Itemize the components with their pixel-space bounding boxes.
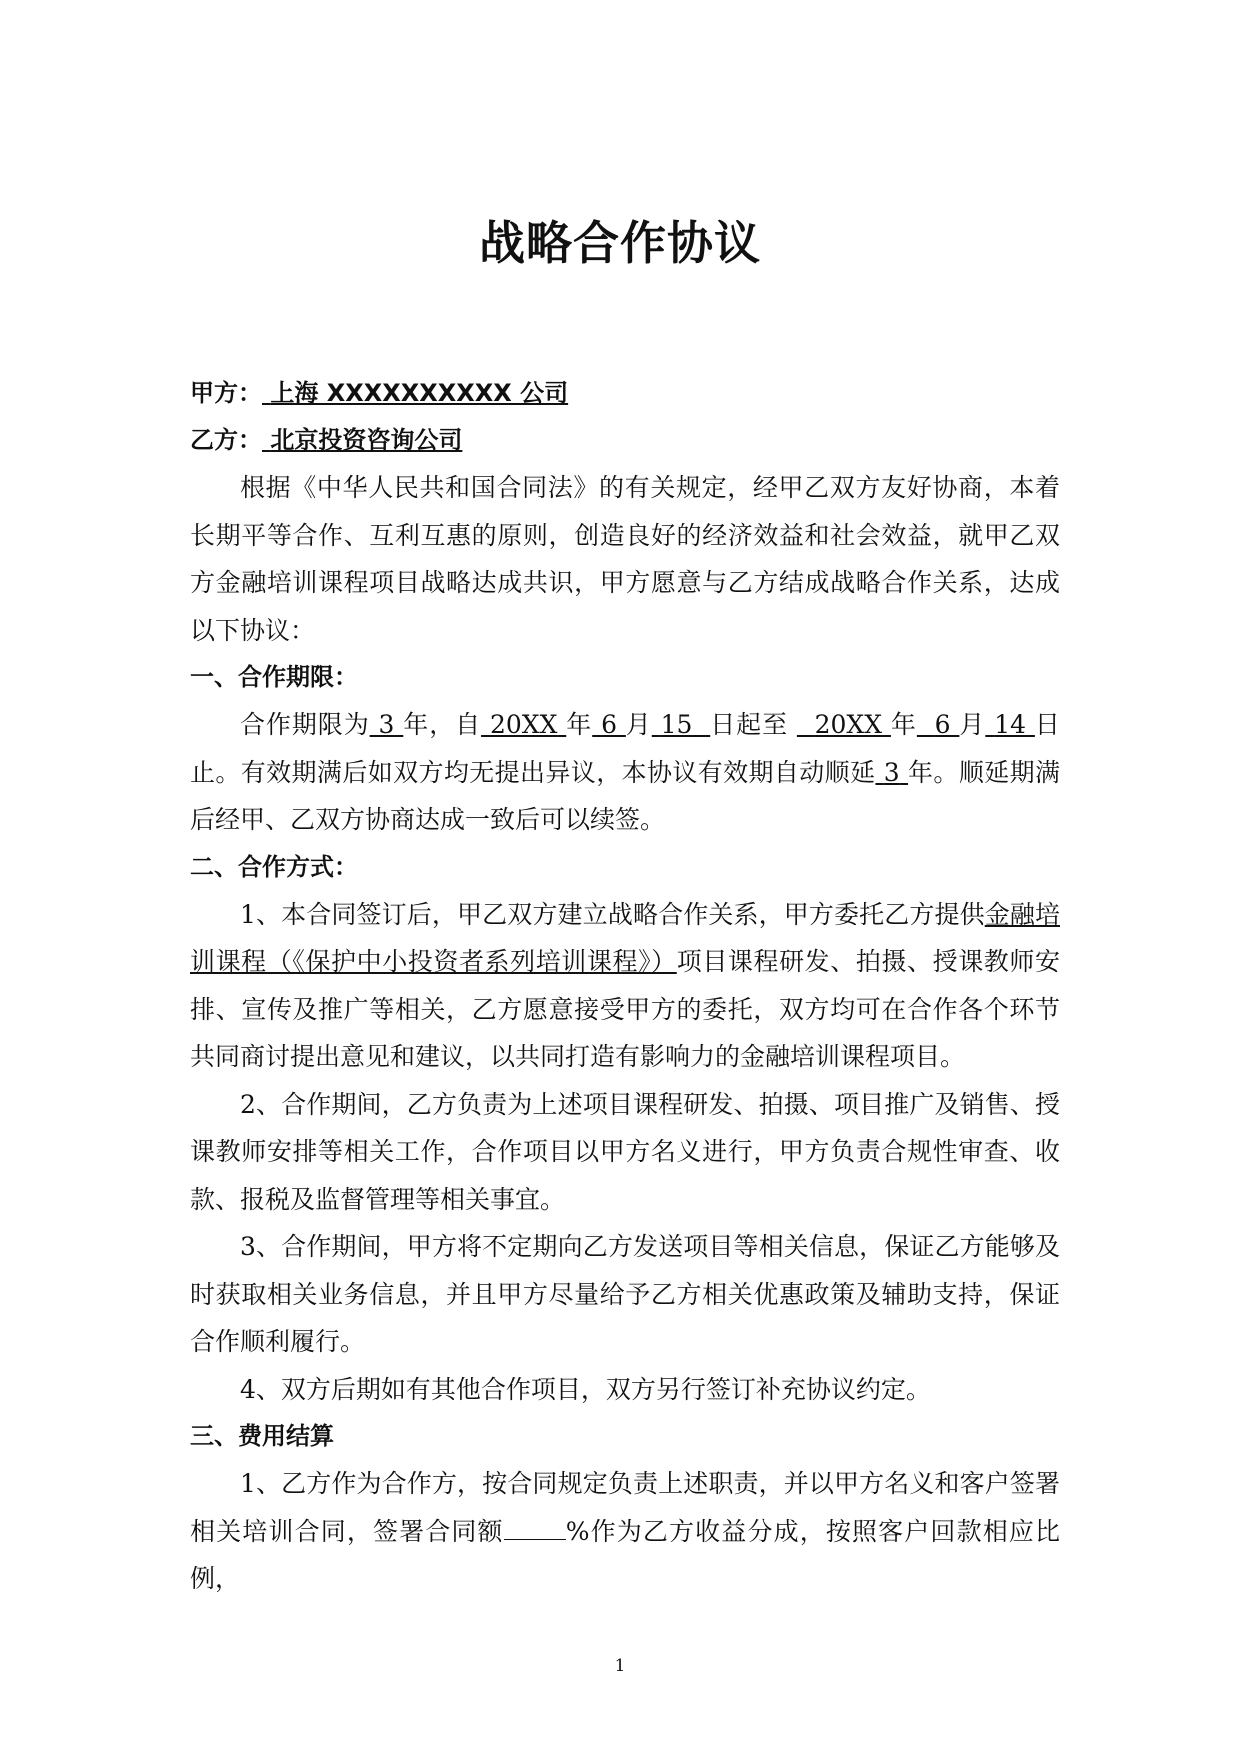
renew-years: 3: [883, 757, 900, 787]
percentage-blank: [504, 1521, 566, 1540]
cooperation-clause-1: 1、本合同签订后，甲乙双方建立战略合作关系，甲方委托乙方提供金融培训课程（《保护中小投资者系列培训课程》）项目课程研发、拍摄、授课教师安排、宣传及推广等相关，乙方愿意接受甲方的委托，双方均可在合作各个环节共同商讨提出意见和建议，以共同打造有影响力的金融培训课程项目。: [190, 899, 1060, 1071]
document-body: [190, 370, 1060, 1603]
cooperation-clause-2: 2、合作期间，乙方负责为上述项目课程研发、拍摄、项目推广及销售、授课教师安排等相关工作，合作项目以甲方名义进行，甲方负责合规性审查、收款、报税及监督管理等相关事宜。: [190, 1089, 1060, 1214]
end-day: 14: [994, 710, 1027, 739]
end-year: 20XX: [814, 710, 883, 739]
service-scope: 金融培训课程（《保护中小投资者系列培训课程》）: [190, 899, 1060, 976]
section-3-heading: 三、费用结算: [190, 1422, 334, 1450]
cooperation-clause-3: 3、合作期间，甲方将不定期向乙方发送项目等相关信息，保证乙方能够及时获取相关业务信息，并且甲方尽量给予乙方相关优惠政策及辅助支持，保证合作顺利履行。: [190, 1232, 1060, 1356]
party-b-line: [190, 417, 1060, 464]
page-number: 1: [614, 1656, 626, 1676]
term-paragraph: 合作期限为 3 年，自 20XX 年 6 月 15 日起至 20XX 年 6 月 14 日止。有效期满后如双方均无提出异议，本协议有效期自动顺延 3 年。顺延期满后经甲、乙双方协商达成一致后可以续签。: [190, 710, 1060, 834]
party-a-name: 上海 XXXXXXXXXX 公司: [270, 379, 569, 407]
cooperation-clause-4: 4、双方后期如有其他合作项目，双方另行签订补充协议约定。: [240, 1374, 931, 1404]
end-month: 6: [934, 710, 951, 739]
intro-paragraph: 根据《中华人民共和国合同法》的有关规定，经甲乙双方友好协商，本着长期平等合作、互利互惠的原则，创造良好的经济效益和社会效益，就甲乙双方金融培训课程项目战略达成共识，甲方愿意与乙方结成战略合作关系，达成以下协议：: [190, 473, 1060, 645]
party-a-line: [190, 370, 1060, 417]
start-day: 15: [660, 710, 693, 739]
start-year: 20XX: [489, 710, 558, 739]
party-b-name: 北京投资咨询公司: [270, 426, 463, 454]
section-1-heading: 一、合作期限：: [190, 663, 358, 691]
party-a-label: 甲方：: [190, 379, 262, 407]
term-years: 3: [378, 710, 395, 739]
fee-clause-1: 1、乙方作为合作方，按合同规定负责上述职责，并以甲方名义和客户签署相关培训合同，签署合同额 %作为乙方收益分成，按照客户回款相应比例，: [190, 1469, 1060, 1593]
party-b-label: 乙方：: [190, 426, 262, 454]
document-title: 战略合作协议: [479, 216, 761, 270]
section-2-heading: 二、合作方式：: [190, 852, 358, 881]
start-month: 6: [601, 710, 617, 739]
